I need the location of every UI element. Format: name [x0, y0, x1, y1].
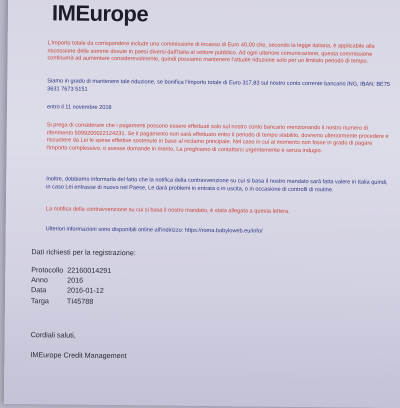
field-label-targa: Targa	[30, 296, 49, 306]
field-label-data: Data	[31, 285, 47, 295]
paragraph-reference: Si prega di considerare che i pagamenti possono essere effettuati solo sul nostro conto bancario menzionando il nostro numero di riferimento 5999200022124231. Se il pagamento non sarà effettuato entro il periodo di tempo stabilito, dovremo ulteriormente procedere e riscuotere da Lei le spese effettive sostenute in base al reclamo principale. Nel caso in cui al momento non fosse in grado di pagare l'importo complessivo, o avesse domande in merito, La preghiamo di contattarci urgentemente e senza indugio.	[46, 122, 389, 154]
letter-page	[4, 0, 400, 408]
field-label-anno: Anno	[31, 275, 49, 285]
closing-salutation: Cordiali saluti,	[30, 330, 76, 340]
registration-heading: Dati richiesti per la registrazione:	[31, 247, 136, 258]
payment-deadline: entro il 11 novembre 2018	[46, 104, 112, 111]
paragraph-attachment: La notifica della contravvenzione su cui si basa il nostro mandato, è stata allegata a questa lettera.	[45, 206, 290, 215]
field-label-protocollo: Protocollo	[31, 265, 64, 275]
field-value-anno: 2016	[67, 275, 84, 285]
paragraph-notice: Inoltre, dobbiamo informarla del fatto che la notifica della contravvenzione su cui si basa il nostro mandato sarà fatta valere in Italia quindi, in caso Lei entrasse di nuovo nel Paese, Le darà problemi in entrata o in uscita, o in occasione di controlli di routine.	[46, 176, 388, 193]
paragraph-commission: L'importo totale da corrispondere include una commissione di incasso di Euro 40,00 che, secondo la legge italiana, è applicabile alla riscossione delle somme dovute in paesi diversi dall'Italia al settore pubblico. Ad ogni ulteriore comunicazione, questa commissione continuerà ad aumentare considerevolmente, quindi possiamo mantenere l'attuale riduzione solo per un limitato periodo di tempo.	[47, 40, 375, 65]
signature: IMEurope Credit Management	[30, 350, 127, 361]
paragraph-info-url: Ulteriori informazioni sono disponibili online all'indirizzo: https://roma.babyloweb.eu/info/	[45, 226, 263, 235]
field-value-data: 2016-01-12	[67, 285, 104, 295]
field-value-protocollo: 22160014291	[67, 265, 112, 276]
field-value-targa: TI45788	[66, 296, 94, 306]
company-logo: IMEurope	[51, 0, 149, 27]
paragraph-iban: Siamo in grado di mantenere tale riduzione, se bonifica l'importo totale di Euro 317,83 sul nostro conto corrente bancario ING, IBAN: BE75 3631 7673 5151	[47, 78, 391, 93]
